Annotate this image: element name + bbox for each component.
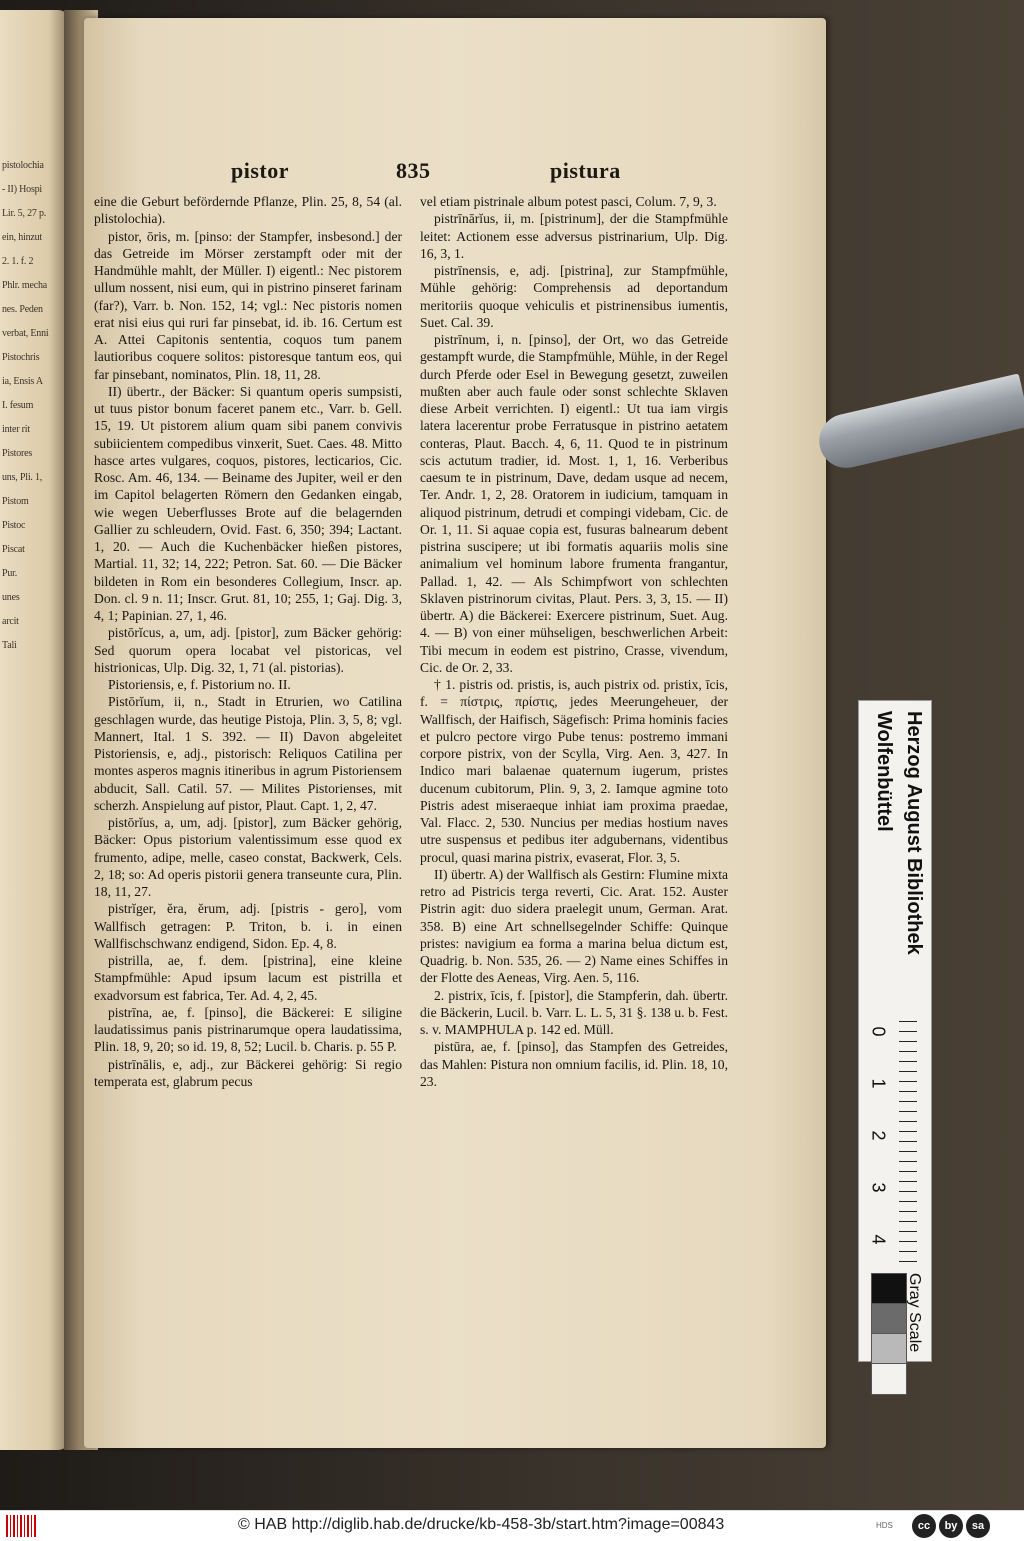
- left-column: [94, 193, 402, 1090]
- dictionary-entry: pistrĭger, ĕra, ĕrum, adj. [pistris - gero], vom Wallfisch getragen: P. Triton, b. i. in einen Wallfischschwanz endigend, Sidon. Ep. 4, 8.: [94, 901, 402, 951]
- dictionary-entry: II) übertr. A) der Wallfisch als Gestirn: Flumine mixta retro ad Pistricis terga reverti, Cic. Arat. 152. Auster Pistrin agit: duo sidera praelegit unum, German. Arat. 358. B) eine Art schnellsegelnder Schiffe: Quinque pristes: navigium ea forma a marina belua dictum est, Quadrig. b. Non. 535, 26. — 2) Name eines Schiffes in der Flotte des Aeneas, Virg. Aen. 5, 116.: [420, 866, 728, 986]
- previous-page-fragment: 2. 1. f. 2: [2, 256, 34, 267]
- previous-page-fragment: I. fesum: [2, 400, 34, 411]
- previous-page-fragment: Pistom: [2, 496, 29, 507]
- dictionary-entry: 2. pistrix, īcis, f. [pistor], die Stampferin, dah. übertr. die Bäckerin, Lucil. b. Varr. L. L. 5, 31 §. 138 u. b. Fest. s. v. MAMPHULA p. 142 ed. Müll.: [420, 987, 728, 1037]
- previous-page-fragment: Pistores: [2, 448, 33, 459]
- sa-icon: sa: [966, 1514, 990, 1538]
- dictionary-entry: Pistōrĭum, ii, n., Stadt in Etrurien, wo Catilina geschlagen wurde, das heutige Pistoja, Plin. 3, 5, 8; vgl. Mannert, Ital. 1 S. 392. — II) Davon abgeleitet Pistoriensis, e, adj., pistorisch: Reliquos Catilina per montes asperos magnis itineribus in agrum Pistoriensem abducit, Sall. Catil. 57. — Milites Pistorienses, mit scherzh. Anspielung auf pistor, Plaut. Capt. 1, 2, 47.: [94, 694, 402, 813]
- ruler-number: 0: [868, 1026, 889, 1037]
- running-head: [84, 158, 826, 198]
- dictionary-page: [84, 18, 826, 1448]
- footer-bar: [0, 1510, 1024, 1541]
- gray-swatch: [871, 1303, 907, 1335]
- source-link[interactable]: © HAB http://diglib.hab.de/drucke/kb-458-3b/start.htm?image=00843: [238, 1516, 725, 1533]
- hab-logo-icon: [6, 1515, 36, 1537]
- dictionary-entry: pistrilla, ae, f. dem. [pistrina], eine kleine Stampfmühle: Apud ipsum lacum est pistrilla et exadvorsum est fabrica, Ter. Ad. 4, 2, 45.: [94, 953, 402, 1003]
- gray-scale-label: Gray Scale: [906, 1273, 923, 1353]
- dictionary-entry: † 1. pistris od. pristis, is, auch pistrix od. pristix, īcis, f. = πίστρις, πρίστις, jedes Meerungeheuer, der Wallfisch, der Haifisch, Sägefisch: Prima hominis facies et pulcro pectore virgo Pube tenus: postremo immani corpore pistrix, von der Scylla, Virg. Aen. 3, 427. In Indico mari balaenae quaternum iugerum, pristes ducenum cubitorum, Plin. 9, 3, 2. Iamque agmine toto Pistris adest miseraeque inhiat iam proxima praedae, Val. Flacc. 2, 530. Nuncius per medias hostium naves utre suspensus et pedibus iter adgubernans, videntibus procul, quasi marina pistrix, evaserat, Flor. 3, 5.: [420, 677, 728, 865]
- dictionary-entry: pistrīnārĭus, ii, m. [pistrinum], der die Stampfmühle leitet: Actionem esse adversus pistrinarium, Ulp. Dig. 16, 3, 1.: [420, 211, 728, 261]
- ruler-number: 4: [868, 1234, 889, 1245]
- previous-page-fragment: Pur.: [2, 568, 18, 579]
- license-badge[interactable]: [912, 1514, 990, 1538]
- library-name-line2: Wolfenbüttel: [873, 711, 895, 832]
- ruler-number: 2: [868, 1130, 889, 1141]
- previous-page-fragment: Pistoc: [2, 520, 26, 531]
- previous-page-fragment: pistolochia: [2, 160, 44, 171]
- dictionary-entry: pistor, ōris, m. [pinso: der Stampfer, insbesond.] der das Getreide im Mörser zerstampft oder mit der Handmühle mahlt, der Müller. I) eigentl.: Nec pistorem ullum nossent, nisi eum, qui in pistrino pinseret farinam (far?), Varr. b. Non. 152, 14; vgl.: Nec pistoris nomen erat nisi eius qui ruri far pinsebat, id. ib. 16. Certum est A. Attei Capitonis sententia, coquos tum panem lautioribus coquere solitos: pistoresque tantum eos, qui far pinsebant, nominatos, Plin. 18, 11, 28.: [94, 228, 402, 382]
- ruler-ticks: [899, 1021, 917, 1271]
- previous-page-fragment: inter rit: [2, 424, 30, 435]
- page-number: 835: [396, 158, 431, 183]
- previous-page-fragment: arcit: [2, 616, 19, 627]
- dictionary-entry: Pistoriensis, e, f. Pistorium no. II.: [108, 677, 291, 692]
- previous-page-fragment: ia, Ensis A: [2, 376, 43, 387]
- dictionary-entry: pistōrĭus, a, um, adj. [pistor], zum Bäcker gehörig, Bäcker: Opus pistorium valentissimum esse quod ex frumento, adipe, melle, caseo constat, Backwerk, Cels. 2, 18; so: Ad operis pistorii genera transeunte cura, Plin. 18, 11, 27.: [94, 815, 402, 899]
- dictionary-entry: vel etiam pistrinale album potest pasci, Colum. 7, 9, 3.: [420, 194, 717, 209]
- ruler-number: 3: [868, 1182, 889, 1193]
- dictionary-entry: pistūra, ae, f. [pinso], das Stampfen des Getreides, das Mahlen: Pistura non omnium facilis, id. Plin. 18, 10, 23.: [420, 1039, 728, 1089]
- previous-page-fragment: - II) Hospi: [2, 184, 43, 195]
- previous-page-fragment: nes. Peden: [2, 304, 43, 315]
- gray-swatch: [871, 1363, 907, 1395]
- library-name: [861, 711, 929, 1011]
- library-color-strip: [858, 700, 932, 1362]
- dictionary-entry: pistrīna, ae, f. [pinso], die Bäckerei: E siligine laudatissimus panis pistrinarumque opera laudatissima, Plin. 18, 9, 20; so id. 19, 8, 52; Lucil. b. Charis. p. 55 P.: [94, 1004, 402, 1055]
- running-head-left: pistor: [231, 158, 289, 183]
- running-head-right: pistura: [550, 158, 621, 183]
- dictionary-entry: pistōrĭcus, a, um, adj. [pistor], zum Bäcker gehörig: Sed quorum opera locabat vel pistoricas, vel histrionicas, Ulp. Dig. 32, 1, 71 (al. pistorias).: [94, 625, 402, 675]
- page-holder-knife-icon: [814, 373, 1024, 473]
- gray-swatch: [871, 1273, 907, 1305]
- ruler-number: 1: [868, 1078, 889, 1089]
- library-name-line1: Herzog August Bibliothek: [903, 711, 925, 955]
- dictionary-entry: II) übertr., der Bäcker: Si quantum operis sumpsisti, ut tuus pistor bonum faceret panem etc., Varr. b. Gell. 15, 19. Ut pistorem alium quam sibi panem convivis subiicientem compedibus vinxerit, Suet. Caes. 48. Mitto hasce artes vulgares, coquos, pistores, lecticarios, Cic. Rosc. Am. 46, 134. — Beiname des Jupiter, weil er den im Capitol belagerten Römern den Gedanken eingab, wie wegen Ueberflusses Brote auf die belagernden Gallier zu schleudern, Ovid. Fast. 6, 350; 394; Lactant. 1, 20. — Auch die Kuchenbäcker hießen pistores, Martial. 11, 32; 14, 222; Petron. Sat. 60. — Die Bäcker bildeten in Rom ein besonderes Collegium, Inscr. ap. Don. cl. 9 n. 11; Inscr. Grut. 81, 10; 255, 1; Gaj. Dig. 3, 4, 1; Papinian. 27, 1, 46.: [94, 383, 402, 623]
- previous-page-fragment: uns, Pli. 1,: [2, 472, 43, 483]
- previous-page-edge: [0, 10, 70, 1450]
- dictionary-entry: pistrīnālis, e, adj., zur Bäckerei gehörig: Si regio temperata est, glabrum pecus: [94, 1056, 402, 1089]
- dictionary-entry: pistrīnensis, e, adj. [pistrina], zur Stampfmühle, Mühle gehörig: Comprehensis ad deportandum meritoriis quoque vehiculis et pistrinensibus iumentis, Suet. Cal. 39.: [420, 263, 728, 330]
- right-column: [420, 193, 728, 1090]
- previous-page-fragment: unes: [2, 592, 20, 603]
- by-icon: by: [939, 1514, 963, 1538]
- previous-page-fragment: verbat, Enni: [2, 328, 49, 339]
- dictionary-entry: eine die Geburt befördernde Pflanze, Plin. 25, 8, 54 (al. plistolochia).: [94, 194, 402, 227]
- gray-swatch: [871, 1333, 907, 1365]
- previous-page-fragment: Phlr. mecha: [2, 280, 48, 291]
- scale-ruler: [868, 1021, 923, 1271]
- previous-page-fragment: Tali: [2, 640, 17, 651]
- previous-page-fragment: Lir. 5, 27 p.: [2, 208, 47, 219]
- previous-page-fragment: Piscat: [2, 544, 25, 555]
- cc-icon: cc: [912, 1514, 936, 1538]
- hds-label: HDS: [876, 1521, 893, 1530]
- previous-page-fragment: Pistochris: [2, 352, 40, 363]
- previous-page-fragment: ein, hinzut: [2, 232, 43, 243]
- dictionary-entry: pistrīnum, i, n. [pinso], der Ort, wo das Getreide gestampft wurde, die Stampfmühle, Mühle, in der Regel durch Pferde oder Esel in Bewegung gesetzt, zuweilen mußten aber auch faule oder sonst schlechte Sklaven diese Arbeit verrichten. I) eigentl.: Ut tua iam virgis latera lacerentur probe Ferratusque in pistrino aetatem conteras, Plaut. Bacch. 4, 6, 11. Quod te in pistrinum scis actutum tradier, id. Most. 1, 1, 16. Verberibus caesum te in pistrinum, Dave, dedam usque ad necem, Ter. Andr. 1, 2, 28. Oratorem in iudicium, tamquam in aliquod pistrinum, detrudi et compingi videbam, Cic. de Or. 1, 11. Si aquae copia est, fusuras balnearum debent pistrina suscipere; ut ibi formatis aquariis molis sine animalium vel hominum labore frumenta frangantur, Pallad. 1, 42. — Als Schimpfwort von schlechten Sklaven pistrinorum civitas, Plaut. Pers. 3, 3, 15. — II) übertr. A) die Bäckerei: Exercere pistrinum, Suet. Aug. 4. — B) von einer mühseligen, beschwerlichen Arbeit: Tibi mecum in eodem est pistrino, Crasse, vivendum, Cic. de Or. 2, 33.: [420, 332, 728, 675]
